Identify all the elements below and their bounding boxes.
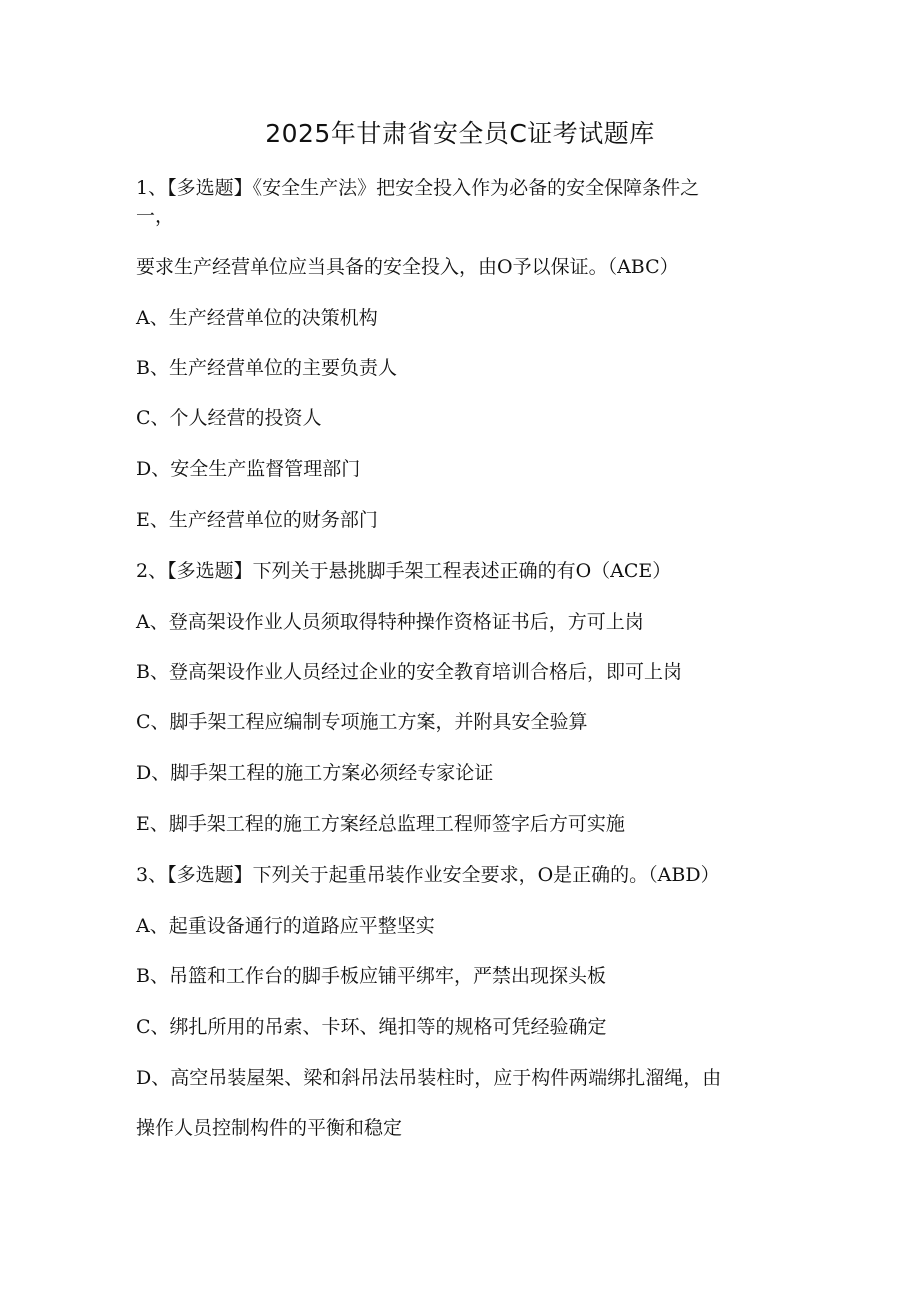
question-1-stem-line-3: 要求生产经营单位应当具备的安全投入，由O予以保证。（ABC）	[136, 256, 679, 278]
question-3-option-c: C、绑扎所用的吊索、卡环、绳扣等的规格可凭经验确定	[136, 1016, 607, 1038]
question-2-stem: 2、【多选题】下列关于悬挑脚手架工程表述正确的有O（ACE）	[136, 560, 672, 582]
page-title: 2025年甘肃省安全员C证考试题库	[265, 119, 655, 148]
question-3-option-d-line-2: 操作人员控制构件的平衡和稳定	[136, 1117, 403, 1139]
question-3-option-a: A、起重设备通行的道路应平整坚实	[136, 915, 435, 937]
question-2-option-d: D、脚手架工程的施工方案必须经专家论证	[136, 762, 494, 784]
question-1-stem-line-2: 一，	[136, 205, 175, 227]
question-3-stem: 3、【多选题】下列关于起重吊装作业安全要求，O是正确的。（ABD）	[136, 864, 720, 886]
question-3-option-d-line-1: D、高空吊装屋架、梁和斜吊法吊装柱时，应于构件两端绑扎溜绳，由	[136, 1067, 722, 1089]
question-1-option-d: D、安全生产监督管理部门	[136, 458, 361, 480]
question-1-stem-line-1: 1、【多选题】《安全生产法》把安全投入作为必备的安全保障条件之	[136, 177, 700, 199]
question-2-option-e: E、脚手架工程的施工方案经总监理工程师签字后方可实施	[136, 813, 625, 835]
question-2-option-c: C、脚手架工程应编制专项施工方案，并附具安全验算	[136, 711, 588, 733]
question-1-option-b: B、生产经营单位的主要负责人	[136, 357, 397, 379]
question-2-option-b: B、登高架设作业人员经过企业的安全教育培训合格后，即可上岗	[136, 661, 682, 683]
question-2-option-a: A、登高架设作业人员须取得特种操作资格证书后，方可上岗	[136, 611, 644, 633]
question-1-option-a: A、生产经营单位的决策机构	[136, 307, 378, 329]
question-1-option-e: E、生产经营单位的财务部门	[136, 509, 378, 531]
question-1-option-c: C、个人经营的投资人	[136, 407, 322, 429]
question-3-option-b: B、吊篮和工作台的脚手板应铺平绑牢，严禁出现探头板	[136, 965, 606, 987]
